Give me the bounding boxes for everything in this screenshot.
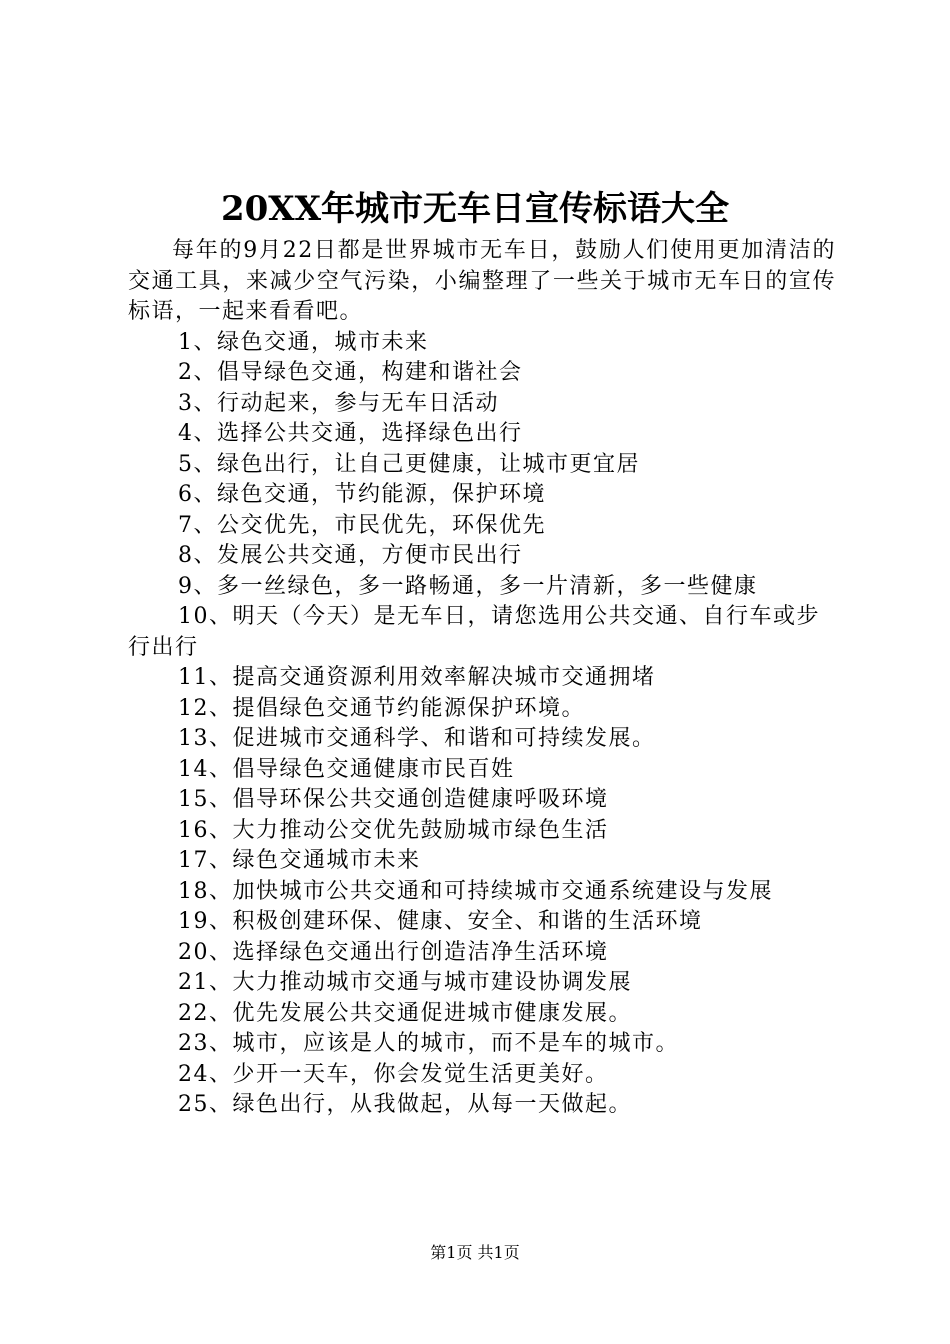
slogan-item: 25、绿色出行，从我做起，从每一天做起。 xyxy=(178,1092,632,1117)
slogan-item: 4、选择公共交通，选择绿色出行 xyxy=(178,421,523,446)
intro-paragraph: 每年的9月22日都是世界城市无车日，鼓励人们使用更加清洁的交通工具，来减少空气污染，小编整理了一些关于城市无车日的宣传标语，一起来看看吧。 xyxy=(128,238,836,324)
slogan-item: 14、倡导绿色交通健康市民百姓 xyxy=(178,756,515,782)
slogan-item: 10、明天（今天）是无车日，请您选用公共交通、自行车或步行出行 xyxy=(128,604,820,660)
slogan-item: 5、绿色出行，让自己更健康，让城市更宜居 xyxy=(178,451,640,477)
document-body xyxy=(128,236,836,1121)
slogan-item: 20、选择绿色交通出行创造洁净生活环境 xyxy=(178,939,609,965)
slogan-item: 22、优先发展公共交通促进城市健康发展。 xyxy=(178,1000,632,1026)
slogan-item: 13、促进城市交通科学、和谐和可持续发展。 xyxy=(178,726,656,751)
slogan-item: 6、绿色交通，节约能源，保护环境 xyxy=(178,482,546,507)
slogan-item: 16、大力推动公交优先鼓励城市绿色生活 xyxy=(178,817,609,843)
slogan-item: 15、倡导环保公共交通创造健康呼吸环境 xyxy=(178,787,609,812)
slogan-item: 21、大力推动城市交通与城市建设协调发展 xyxy=(178,970,632,995)
slogan-item: 11、提高交通资源利用效率解决城市交通拥堵 xyxy=(178,665,656,690)
slogan-item: 2、倡导绿色交通，构建和谐社会 xyxy=(178,360,523,385)
slogan-item: 18、加快城市公共交通和可持续城市交通系统建设与发展 xyxy=(178,878,773,904)
slogan-item: 7、公交优先，市民优先，环保优先 xyxy=(178,512,546,538)
document-title: 20XX年城市无车日宣传标语大全 xyxy=(220,189,730,229)
slogan-item: 17、绿色交通城市未来 xyxy=(178,848,421,873)
slogan-list xyxy=(128,328,836,1121)
slogan-item: 9、多一丝绿色，多一路畅通，多一片清新，多一些健康 xyxy=(178,573,758,599)
page-footer: 第1页 共1页 xyxy=(430,1243,520,1262)
slogan-item: 24、少开一天车，你会发觉生活更美好。 xyxy=(178,1061,609,1087)
slogan-item: 1、绿色交通，城市未来 xyxy=(178,329,429,355)
slogan-item: 3、行动起来，参与无车日活动 xyxy=(178,390,499,416)
slogan-item: 23、城市，应该是人的城市，而不是车的城市。 xyxy=(178,1031,679,1056)
slogan-item: 12、提倡绿色交通节约能源保护环境。 xyxy=(178,695,585,721)
slogan-item: 8、发展公共交通，方便市民出行 xyxy=(178,543,523,568)
slogan-item: 19、积极创建环保、健康、安全、和谐的生活环境 xyxy=(178,909,703,934)
